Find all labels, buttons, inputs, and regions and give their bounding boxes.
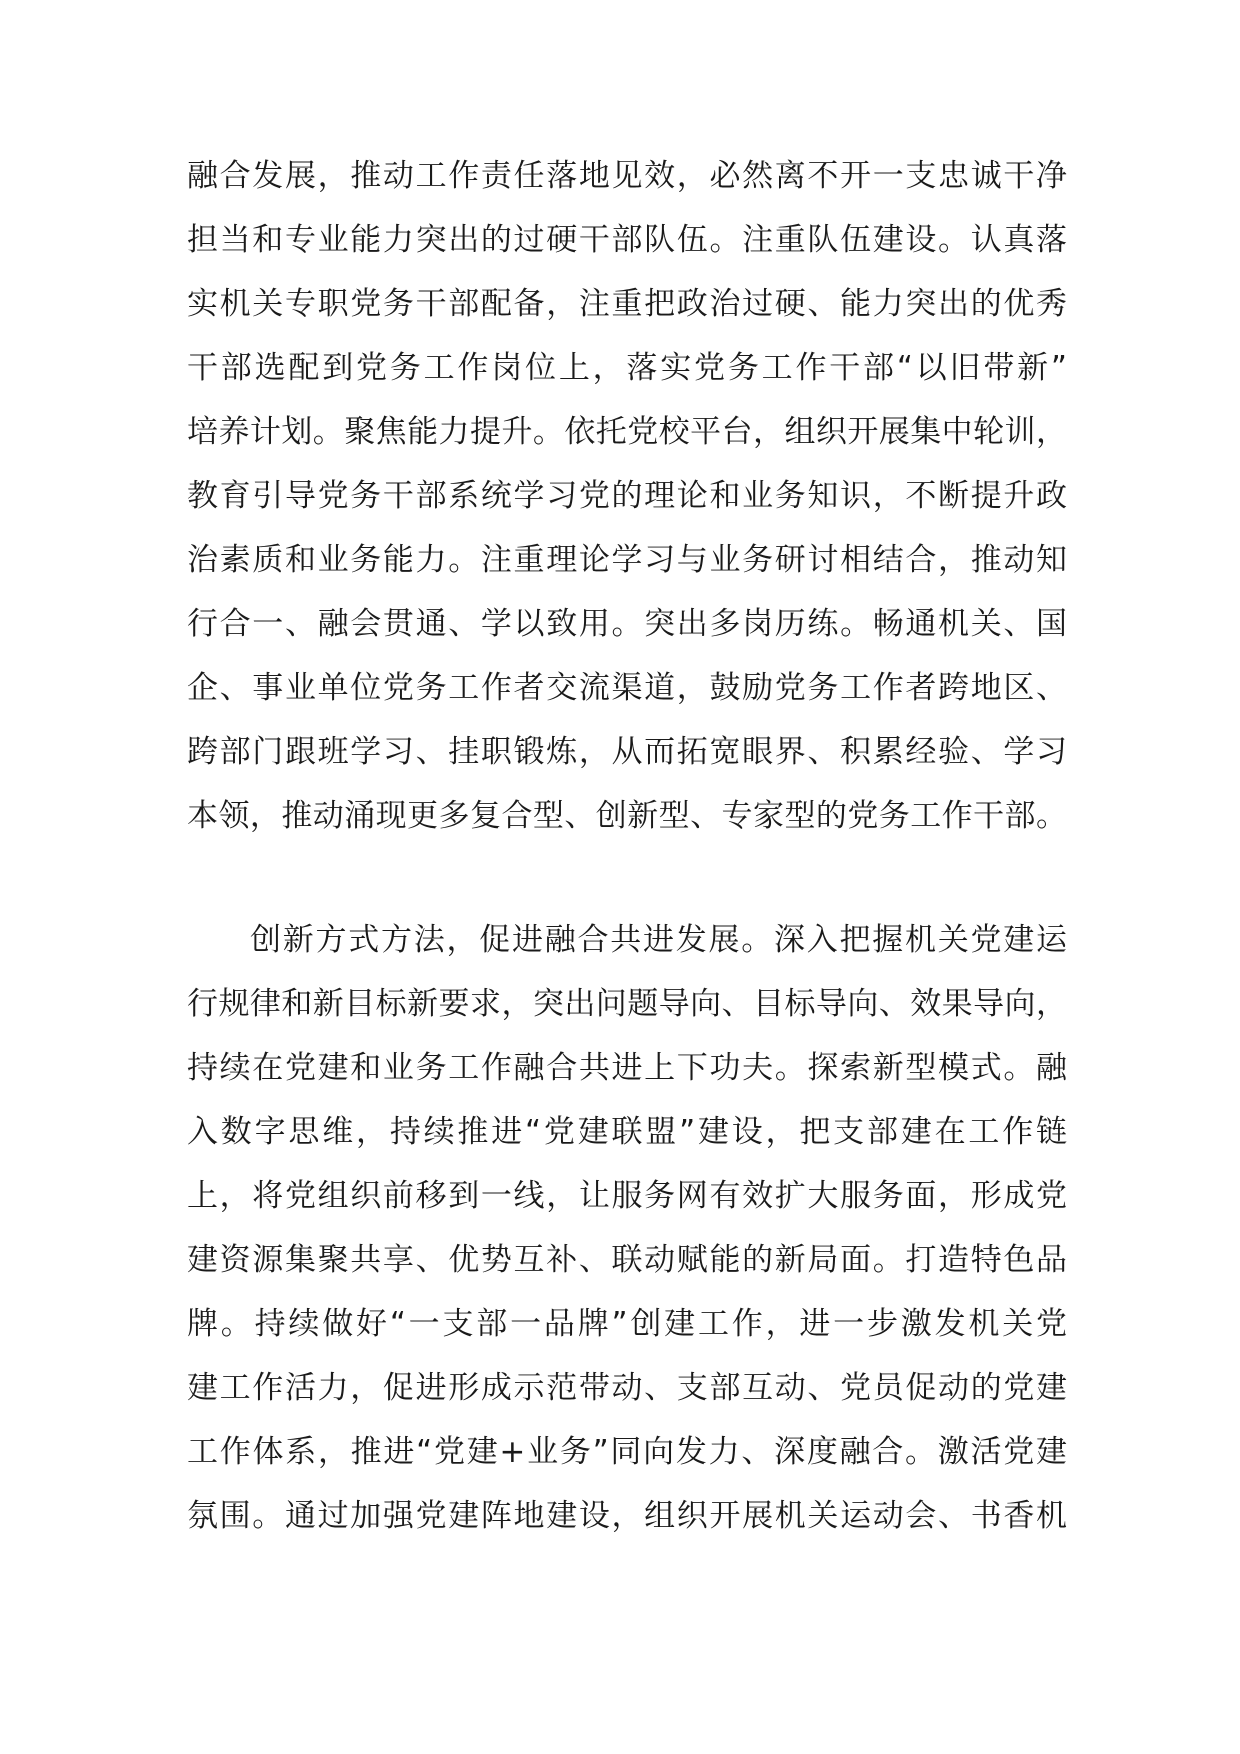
text-line: 培养计划。聚焦能力提升。依托党校平台，组织开展集中轮训， bbox=[187, 414, 1067, 450]
text-line: 入数字思维，持续推进“党建联盟”建设，把支部建在工作链 bbox=[187, 1114, 1067, 1150]
text-line: 教育引导党务干部系统学习党的理论和业务知识，不断提升政 bbox=[187, 478, 1067, 514]
text-line: 建工作活力，促进形成示范带动、支部互动、党员促动的党建 bbox=[187, 1370, 1067, 1406]
text-line: 持续在党建和业务工作融合共进上下功夫。探索新型模式。融 bbox=[187, 1050, 1067, 1086]
text-line: 治素质和业务能力。注重理论学习与业务研讨相结合，推动知 bbox=[187, 542, 1067, 578]
text-line: 行规律和新目标新要求，突出问题导向、目标导向、效果导向， bbox=[187, 986, 1067, 1022]
text-line: 实机关专职党务干部配备，注重把政治过硬、能力突出的优秀 bbox=[187, 286, 1067, 322]
text-line: 本领，推动涌现更多复合型、创新型、专家型的党务工作干部。 bbox=[187, 798, 1067, 834]
text-line: 干部选配到党务工作岗位上，落实党务工作干部“以旧带新” bbox=[187, 350, 1067, 386]
text-line: 创新方式方法，促进融合共进发展。深入把握机关党建运 bbox=[250, 922, 1067, 958]
text-line: 行合一、融会贯通、学以致用。突出多岗历练。畅通机关、国 bbox=[187, 606, 1067, 642]
text-line: 工作体系，推进“党建+业务”同向发力、深度融合。激活党建 bbox=[187, 1434, 1067, 1470]
text-line: 企、事业单位党务工作者交流渠道，鼓励党务工作者跨地区、 bbox=[187, 670, 1067, 706]
text-line: 上，将党组织前移到一线，让服务网有效扩大服务面，形成党 bbox=[187, 1178, 1067, 1214]
text-line: 担当和专业能力突出的过硬干部队伍。注重队伍建设。认真落 bbox=[187, 222, 1067, 258]
text-line: 建资源集聚共享、优势互补、联动赋能的新局面。打造特色品 bbox=[187, 1242, 1067, 1278]
text-line: 氛围。通过加强党建阵地建设，组织开展机关运动会、书香机 bbox=[187, 1498, 1067, 1534]
text-line: 跨部门跟班学习、挂职锻炼，从而拓宽眼界、积累经验、学习 bbox=[187, 734, 1067, 770]
text-line: 融合发展，推动工作责任落地见效，必然离不开一支忠诚干净 bbox=[187, 158, 1067, 194]
text-line: 牌。持续做好“一支部一品牌”创建工作，进一步激发机关党 bbox=[187, 1306, 1067, 1342]
